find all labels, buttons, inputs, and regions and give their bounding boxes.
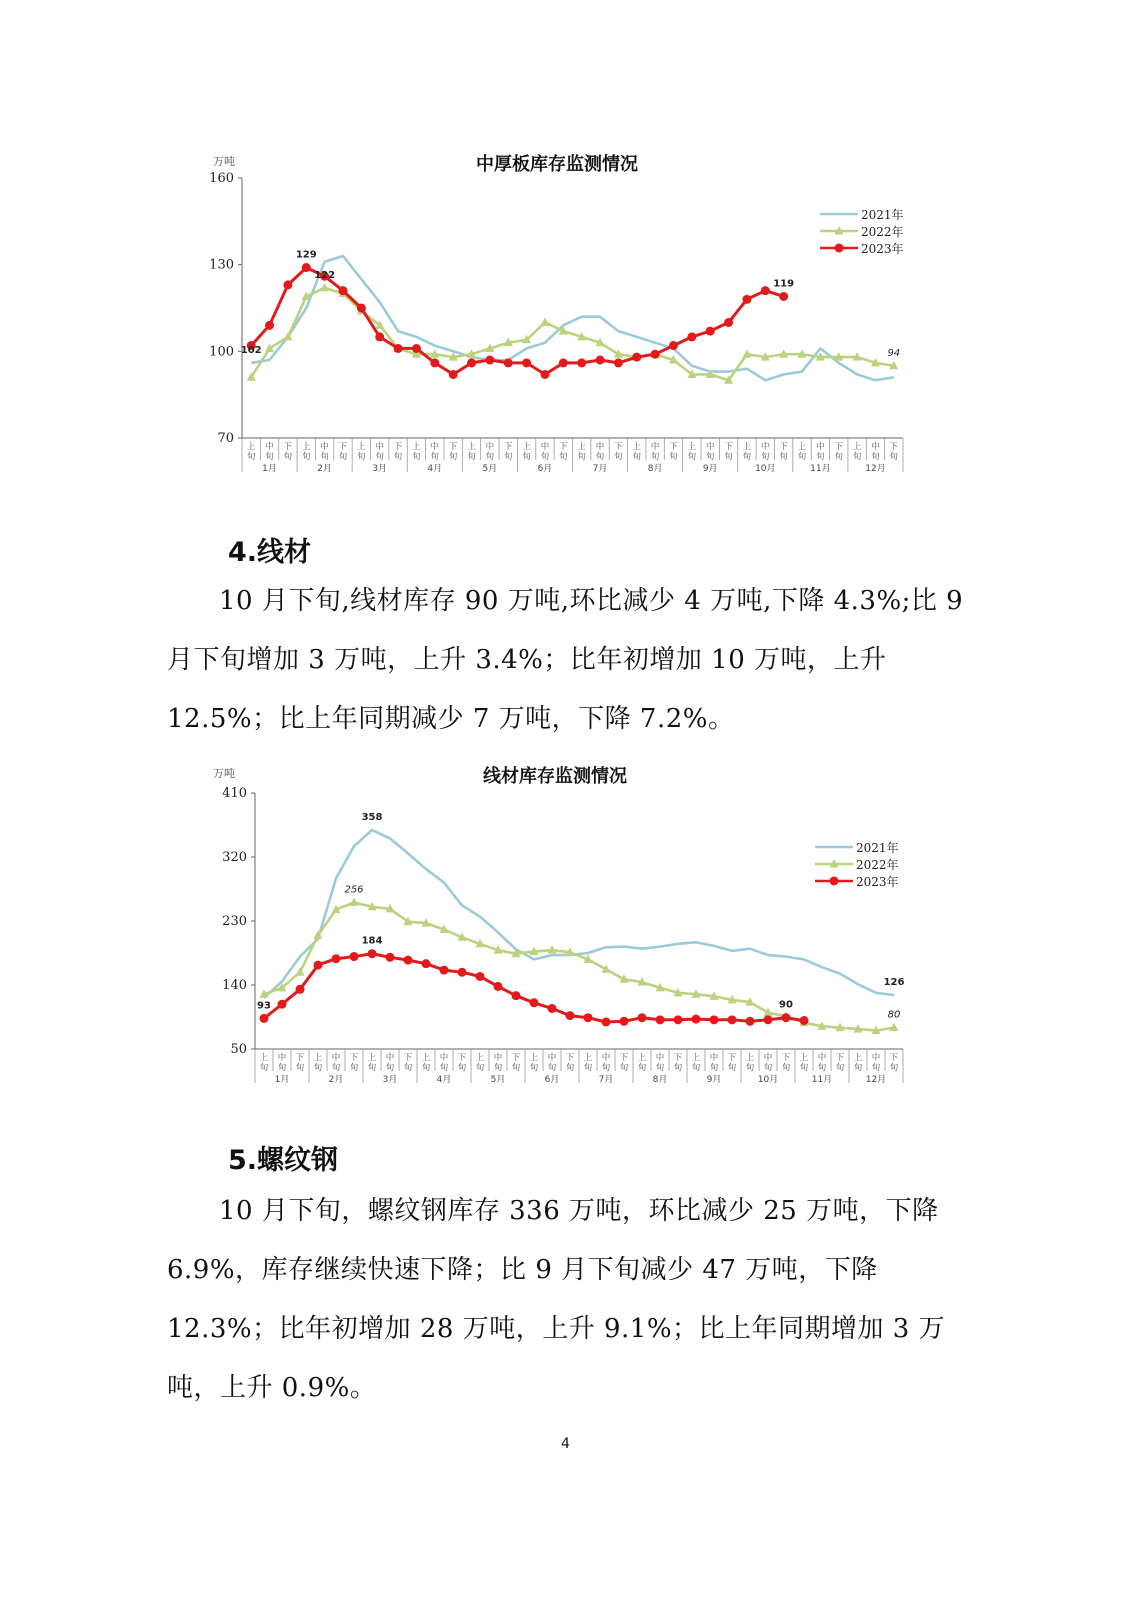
data-point (614, 358, 623, 367)
x-tick-label-bottom: 旬 (655, 1063, 665, 1073)
data-point (320, 283, 329, 292)
x-tick-label-bottom: 旬 (817, 1063, 827, 1073)
x-tick-label-top: 中 (320, 442, 329, 452)
x-month-label: 2月 (317, 464, 332, 474)
x-month-label: 1月 (274, 1075, 290, 1085)
x-tick-label-top: 上 (852, 442, 862, 452)
x-tick-label-top: 下 (338, 442, 348, 452)
x-tick-label-top: 上 (529, 1053, 539, 1063)
x-tick-label-bottom: 旬 (313, 1063, 323, 1073)
data-point (566, 1011, 575, 1020)
data-label: 119 (773, 278, 795, 290)
x-tick-label-bottom: 旬 (357, 452, 366, 462)
x-tick-label-bottom: 旬 (761, 452, 770, 462)
data-point (412, 344, 421, 353)
series-line-2022年 (264, 903, 894, 1031)
data-point (296, 985, 305, 994)
x-tick-label-top: 下 (889, 442, 899, 452)
y-axis-unit: 万吨 (213, 155, 235, 168)
x-month-label: 5月 (482, 464, 498, 474)
data-point (596, 356, 605, 365)
series-line-2022年 (251, 288, 894, 380)
x-month-label: 10月 (755, 464, 776, 474)
x-tick-label-top: 下 (349, 1053, 359, 1063)
x-tick-label-top: 中 (547, 1053, 557, 1063)
data-point (476, 972, 485, 981)
x-tick-label-bottom: 旬 (853, 1063, 863, 1073)
data-point (404, 956, 413, 965)
x-tick-label-bottom: 旬 (475, 1063, 485, 1073)
data-label: 80 (887, 1009, 901, 1021)
data-label: 358 (361, 811, 383, 823)
data-point (485, 356, 494, 365)
y-tick-label: 410 (222, 786, 247, 801)
data-point (687, 332, 696, 341)
x-tick-label-bottom: 旬 (385, 1063, 395, 1073)
x-tick-label-top: 上 (475, 1053, 485, 1063)
x-tick-label-bottom: 旬 (763, 1063, 773, 1073)
data-point (522, 358, 531, 367)
x-tick-label-top: 下 (614, 442, 623, 452)
x-tick-label-top: 中 (655, 1053, 665, 1063)
data-point (669, 341, 678, 350)
x-tick-label-bottom: 旬 (577, 452, 586, 462)
x-tick-label-bottom: 旬 (779, 452, 788, 462)
x-tick-label-top: 中 (375, 442, 384, 452)
x-month-label: 7月 (598, 1075, 614, 1085)
data-point (512, 991, 521, 1000)
data-point (332, 954, 341, 963)
x-month-label: 3月 (382, 1075, 398, 1085)
x-tick-label-bottom: 旬 (709, 1063, 719, 1073)
x-tick-label-top: 上 (522, 442, 531, 452)
data-point (692, 1015, 701, 1024)
x-tick-label-top: 下 (835, 1053, 845, 1063)
x-tick-label-bottom: 旬 (619, 1063, 629, 1073)
x-tick-label-bottom: 旬 (511, 1063, 521, 1073)
y-axis-unit: 万吨 (213, 767, 235, 780)
x-tick-label-top: 上 (742, 442, 752, 452)
x-tick-label-bottom: 旬 (745, 1063, 755, 1073)
x-tick-label-bottom: 旬 (503, 452, 513, 462)
data-point (458, 968, 467, 977)
x-tick-label-bottom: 旬 (467, 452, 476, 462)
wire-rod-inventory-chart (195, 765, 925, 1105)
x-tick-label-bottom: 旬 (375, 452, 384, 462)
x-tick-label-bottom: 旬 (295, 1063, 305, 1073)
x-tick-label-top: 上 (412, 442, 421, 452)
x-month-label: 2月 (328, 1075, 344, 1085)
x-tick-label-top: 下 (503, 442, 513, 452)
chart-title: 中厚板库存监测情况 (476, 154, 638, 175)
data-point (278, 1000, 287, 1009)
data-point (779, 292, 788, 301)
x-tick-label-top: 中 (265, 442, 274, 452)
y-tick-label: 140 (222, 978, 247, 993)
data-point (430, 358, 439, 367)
x-month-label: 3月 (372, 464, 388, 474)
paragraph-wire-rod: 10 月下旬,线材库存 90 万吨,环比减少 4 万吨,下降 4.3%;比 9 月下旬增加 3 万吨，上升 3.4%；比年初增加 10 万吨，上升 12.5%；比上年同期减少 7 万吨，下降 7.2%。 (167, 586, 964, 734)
x-tick-label-top: 上 (302, 442, 311, 452)
x-tick-label-bottom: 旬 (430, 452, 440, 462)
series-line-2023年 (251, 268, 784, 375)
legend-label: 2021年 (861, 208, 904, 222)
x-month-label: 8月 (647, 464, 663, 474)
x-tick-label-bottom: 旬 (565, 1063, 575, 1073)
x-tick-label-bottom: 旬 (673, 1063, 683, 1073)
x-tick-label-top: 上 (577, 442, 586, 452)
x-tick-label-top: 下 (619, 1053, 629, 1063)
legend-label: 2023年 (861, 242, 904, 256)
legend-label: 2023年 (856, 875, 899, 889)
data-point (602, 1017, 611, 1026)
x-tick-label-bottom: 旬 (650, 452, 660, 462)
x-tick-label-bottom: 旬 (637, 1063, 647, 1073)
plate-inventory-chart (195, 150, 925, 485)
x-tick-label-bottom: 旬 (393, 452, 403, 462)
x-tick-label-top: 下 (669, 442, 678, 452)
legend-label: 2021年 (856, 841, 899, 855)
data-point (764, 1015, 773, 1024)
x-tick-label-top: 上 (246, 442, 256, 452)
x-tick-label-bottom: 旬 (283, 452, 293, 462)
x-tick-label-top: 中 (816, 442, 825, 452)
x-tick-label-bottom: 旬 (403, 1063, 413, 1073)
data-label: 129 (295, 249, 317, 261)
data-point (350, 952, 359, 961)
x-month-label: 4月 (436, 1075, 452, 1085)
x-month-label: 9月 (706, 1075, 722, 1085)
data-label: 93 (257, 1000, 271, 1012)
x-tick-label-top: 中 (601, 1053, 611, 1063)
x-tick-label-bottom: 旬 (493, 1063, 503, 1073)
data-point (540, 317, 549, 326)
x-tick-label-top: 上 (853, 1053, 863, 1063)
x-tick-label-bottom: 旬 (439, 1063, 449, 1073)
data-point (494, 982, 503, 991)
x-tick-label-top: 中 (871, 442, 880, 452)
x-tick-label-bottom: 旬 (691, 1063, 701, 1073)
data-point (584, 1013, 593, 1022)
data-point (530, 998, 539, 1007)
data-point (368, 949, 377, 958)
data-point (338, 286, 347, 295)
x-tick-label-bottom: 旬 (338, 452, 348, 462)
x-tick-label-top: 中 (650, 442, 660, 452)
x-tick-label-top: 上 (691, 1053, 701, 1063)
y-tick-label: 100 (209, 344, 234, 360)
x-tick-label-bottom: 旬 (687, 452, 697, 462)
chart-svg (195, 150, 925, 485)
x-month-label: 5月 (490, 1075, 506, 1085)
x-tick-label-bottom: 旬 (522, 452, 531, 462)
x-tick-label-bottom: 旬 (705, 452, 715, 462)
x-tick-label-top: 下 (673, 1053, 683, 1063)
x-tick-label-bottom: 旬 (742, 452, 752, 462)
x-tick-label-bottom: 旬 (727, 1063, 737, 1073)
data-point (782, 1013, 791, 1022)
series-line-2021年 (264, 830, 894, 998)
y-tick-label: 70 (217, 431, 234, 446)
x-tick-label-top: 中 (331, 1053, 341, 1063)
x-tick-label-bottom: 旬 (448, 452, 458, 462)
x-tick-label-top: 上 (797, 442, 807, 452)
x-tick-label-top: 下 (779, 442, 788, 452)
x-tick-label-top: 下 (403, 1053, 413, 1063)
data-point (265, 321, 274, 330)
x-tick-label-bottom: 旬 (412, 452, 421, 462)
x-tick-label-bottom: 旬 (724, 452, 733, 462)
series-line-2023年 (264, 954, 804, 1022)
data-point (577, 358, 586, 367)
x-tick-label-bottom: 旬 (797, 452, 807, 462)
data-point (422, 959, 431, 968)
x-month-label: 12月 (865, 1075, 887, 1085)
x-tick-label-bottom: 旬 (583, 1063, 593, 1073)
y-tick-label: 50 (230, 1042, 247, 1057)
x-tick-label-top: 上 (687, 442, 697, 452)
data-point (440, 966, 449, 975)
x-tick-label-top: 下 (448, 442, 458, 452)
x-tick-label-bottom: 旬 (669, 452, 678, 462)
x-month-label: 8月 (652, 1075, 668, 1085)
paragraph-rebar: 10 月下旬，螺纹钢库存 336 万吨，环比减少 25 万吨，下降 6.9%，库存继续快速下降；比 9 月下旬减少 47 万吨，下降 12.3%；比年初增加 28 万吨，上升 9.1%；比上年同期增加 3 万吨，上升 0.9%。 (167, 1196, 946, 1403)
data-point (548, 1004, 557, 1013)
x-tick-label-top: 上 (357, 442, 366, 452)
x-month-label: 10月 (757, 1075, 779, 1085)
data-point (638, 1013, 647, 1022)
x-month-label: 4月 (427, 464, 443, 474)
data-point (674, 1015, 683, 1024)
x-month-label: 11月 (811, 1075, 833, 1085)
x-month-label: 11月 (810, 464, 831, 474)
y-tick-label: 160 (209, 171, 234, 186)
x-tick-label-top: 下 (559, 442, 568, 452)
x-tick-label-bottom: 旬 (277, 1063, 287, 1073)
data-label: 122 (314, 269, 336, 281)
data-point (302, 263, 311, 272)
x-month-label: 7月 (592, 464, 608, 474)
x-tick-label-top: 中 (763, 1053, 773, 1063)
x-tick-label-bottom: 旬 (320, 452, 329, 462)
x-tick-label-top: 中 (817, 1053, 827, 1063)
x-tick-label-bottom: 旬 (246, 452, 256, 462)
data-point (394, 344, 403, 353)
x-tick-label-bottom: 旬 (601, 1063, 611, 1073)
x-tick-label-top: 中 (705, 442, 715, 452)
section-heading-rebar: 5.螺纹钢 (228, 1145, 339, 1176)
data-point (710, 1015, 719, 1024)
data-label: 126 (883, 976, 905, 988)
x-tick-label-bottom: 旬 (540, 452, 550, 462)
y-tick-label: 230 (222, 914, 247, 929)
x-tick-label-top: 下 (781, 1053, 791, 1063)
x-tick-label-top: 中 (540, 442, 550, 452)
data-label: 90 (779, 999, 793, 1011)
data-point (504, 358, 513, 367)
data-point (357, 304, 366, 313)
data-label: 184 (361, 935, 383, 947)
x-tick-label-top: 中 (439, 1053, 449, 1063)
x-tick-label-bottom: 旬 (614, 452, 623, 462)
data-point (656, 1015, 665, 1024)
x-tick-label-top: 上 (467, 442, 476, 452)
x-month-label: 12月 (865, 464, 886, 474)
data-point (706, 327, 715, 336)
x-tick-label-bottom: 旬 (259, 1063, 269, 1073)
data-point (467, 358, 476, 367)
data-point (350, 898, 359, 907)
x-tick-label-top: 下 (295, 1053, 305, 1063)
x-tick-label-top: 上 (421, 1053, 431, 1063)
x-tick-label-bottom: 旬 (559, 452, 568, 462)
data-point (724, 318, 733, 327)
data-point (375, 332, 384, 341)
data-point (800, 1016, 809, 1025)
x-tick-label-top: 中 (493, 1053, 503, 1063)
x-tick-label-bottom: 旬 (852, 452, 862, 462)
data-point (632, 353, 641, 362)
x-tick-label-bottom: 旬 (816, 452, 825, 462)
x-month-label: 6月 (544, 1075, 560, 1085)
page-number: 4 (561, 1436, 570, 1452)
data-point (314, 961, 323, 970)
legend-label: 2022年 (856, 858, 899, 872)
x-tick-label-bottom: 旬 (889, 452, 899, 462)
x-tick-label-bottom: 旬 (871, 1063, 881, 1073)
x-tick-label-top: 中 (761, 442, 770, 452)
x-tick-label-top: 中 (385, 1053, 395, 1063)
y-tick-label: 320 (222, 850, 247, 865)
x-tick-label-bottom: 旬 (349, 1063, 359, 1073)
x-tick-label-top: 上 (799, 1053, 809, 1063)
x-tick-label-top: 上 (259, 1053, 269, 1063)
x-tick-label-bottom: 旬 (421, 1063, 431, 1073)
x-month-label: 1月 (262, 464, 277, 474)
x-tick-label-top: 上 (583, 1053, 593, 1063)
chart-title: 线材库存监测情况 (483, 766, 627, 787)
x-tick-label-bottom: 旬 (781, 1063, 791, 1073)
x-tick-label-bottom: 旬 (547, 1063, 557, 1073)
x-tick-label-top: 中 (277, 1053, 287, 1063)
x-tick-label-bottom: 旬 (834, 452, 843, 462)
x-tick-label-bottom: 旬 (889, 1063, 899, 1073)
data-label: 94 (887, 347, 901, 359)
chart-svg (195, 765, 925, 1105)
x-tick-label-top: 中 (430, 442, 440, 452)
data-point (746, 1017, 755, 1026)
data-point (728, 1015, 737, 1024)
x-tick-label-bottom: 旬 (302, 452, 311, 462)
y-tick-label: 130 (209, 257, 234, 273)
x-tick-label-top: 上 (313, 1053, 323, 1063)
x-tick-label-top: 下 (393, 442, 403, 452)
section-heading-wire-rod: 4.线材 (228, 537, 312, 568)
x-tick-label-top: 中 (595, 442, 605, 452)
data-label: 256 (344, 884, 364, 896)
x-tick-label-top: 下 (283, 442, 293, 452)
legend-label: 2022年 (861, 225, 904, 239)
x-tick-label-bottom: 旬 (485, 452, 495, 462)
x-month-label: 6月 (537, 464, 553, 474)
x-tick-label-top: 上 (637, 1053, 647, 1063)
legend-marker (830, 877, 839, 886)
data-point (761, 286, 770, 295)
data-point (283, 280, 292, 289)
x-tick-label-top: 上 (367, 1053, 377, 1063)
data-point (651, 350, 660, 359)
x-tick-label-bottom: 旬 (265, 452, 274, 462)
x-tick-label-bottom: 旬 (632, 452, 642, 462)
data-label: 102 (240, 344, 262, 356)
x-tick-label-bottom: 旬 (595, 452, 605, 462)
x-tick-label-top: 下 (511, 1053, 521, 1063)
x-tick-label-bottom: 旬 (529, 1063, 539, 1073)
data-point (559, 358, 568, 367)
data-point (260, 1014, 269, 1023)
x-tick-label-bottom: 旬 (367, 1063, 377, 1073)
x-tick-label-top: 上 (632, 442, 642, 452)
x-tick-label-top: 中 (709, 1053, 719, 1063)
x-tick-label-top: 下 (724, 442, 733, 452)
x-tick-label-top: 下 (889, 1053, 899, 1063)
x-tick-label-bottom: 旬 (799, 1063, 809, 1073)
data-point (620, 1017, 629, 1026)
x-tick-label-top: 下 (457, 1053, 467, 1063)
x-month-label: 9月 (702, 464, 718, 474)
x-tick-label-top: 上 (745, 1053, 755, 1063)
data-point (386, 953, 395, 962)
x-tick-label-top: 下 (834, 442, 843, 452)
x-tick-label-top: 下 (565, 1053, 575, 1063)
x-tick-label-bottom: 旬 (871, 452, 880, 462)
x-tick-label-bottom: 旬 (835, 1063, 845, 1073)
x-tick-label-top: 下 (727, 1053, 737, 1063)
data-point (540, 370, 549, 379)
data-point (742, 295, 751, 304)
x-tick-label-bottom: 旬 (457, 1063, 467, 1073)
data-point (449, 370, 458, 379)
x-tick-label-top: 中 (485, 442, 495, 452)
legend-marker (835, 244, 844, 253)
x-tick-label-bottom: 旬 (331, 1063, 341, 1073)
x-tick-label-top: 中 (871, 1053, 881, 1063)
